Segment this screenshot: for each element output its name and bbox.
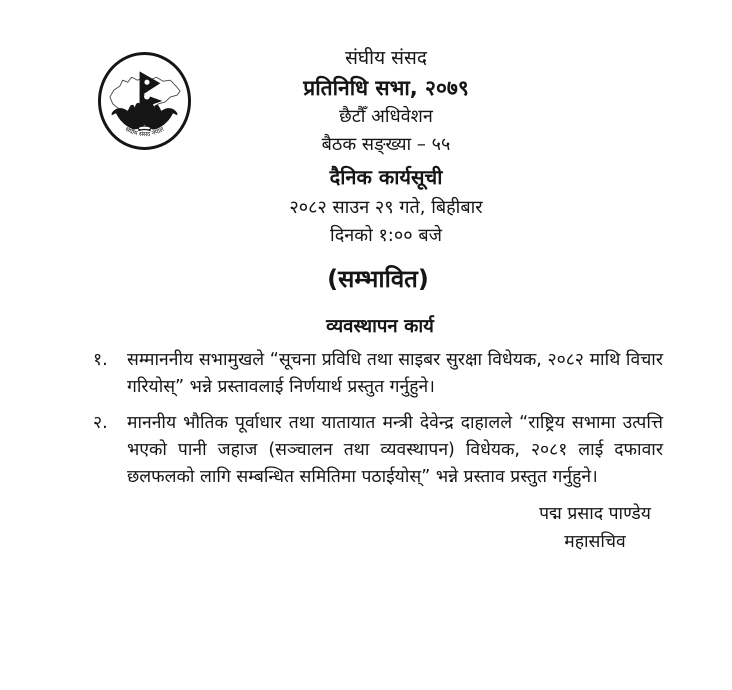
- header-time: दिनको १:०० बजे: [330, 225, 442, 246]
- header-organization: संघीय संसद: [345, 47, 427, 69]
- header-meeting-number: बैठक सङ्ख्या – ५५: [321, 134, 451, 155]
- signature-title: महासचिव: [564, 532, 626, 552]
- tentative-label: (सम्भावित): [327, 265, 429, 293]
- agenda-item: [93, 347, 663, 401]
- header-house-year: प्रतिनिधि सभा, २०७९: [303, 76, 469, 100]
- signature-block: [470, 500, 720, 556]
- logo-banner-text: संघीय संसद नेपाल: [123, 125, 166, 139]
- document-title: दैनिक कार्यसूची: [329, 165, 443, 189]
- agenda-list: [93, 347, 663, 500]
- header-session: छैटौँ अधिवेशन: [339, 106, 433, 127]
- header-date: २०८२ साउन २९ गते, बिहीबार: [289, 197, 483, 218]
- agenda-item: [93, 410, 663, 491]
- agenda-item-text: सम्माननीय सभामुखले “सूचना प्रविधि तथा साइबर सुरक्षा विधेयक, २०८२ माथि विचार गरियोस्” भन्ने प्रस्तावलाई निर्णयार्थ प्रस्तुत गर्नुहुने।: [127, 350, 663, 397]
- signature-name: पद्म प्रसाद पाण्डेय: [539, 504, 651, 524]
- agenda-item-number: २.: [93, 413, 108, 433]
- agenda-item-number: १.: [93, 350, 108, 370]
- agenda-item-text: माननीय भौतिक पूर्वाधार तथा यातायात मन्त्री देवेन्द्र दाहालले “राष्ट्रिय सभामा उत्पत्ति भएको पानी जहाज (सञ्चालन तथा व्यवस्थापन) विधेयक, २०८१ लाई दफावार छलफलको लागि सम्बन्धित समितिमा पठाईयोस्” भन्ने प्रस्ताव प्रस्तुत गर्नुहुने।: [127, 413, 663, 487]
- section-title: व्यवस्थापन कार्य: [326, 316, 434, 337]
- document-header: [20, 44, 732, 249]
